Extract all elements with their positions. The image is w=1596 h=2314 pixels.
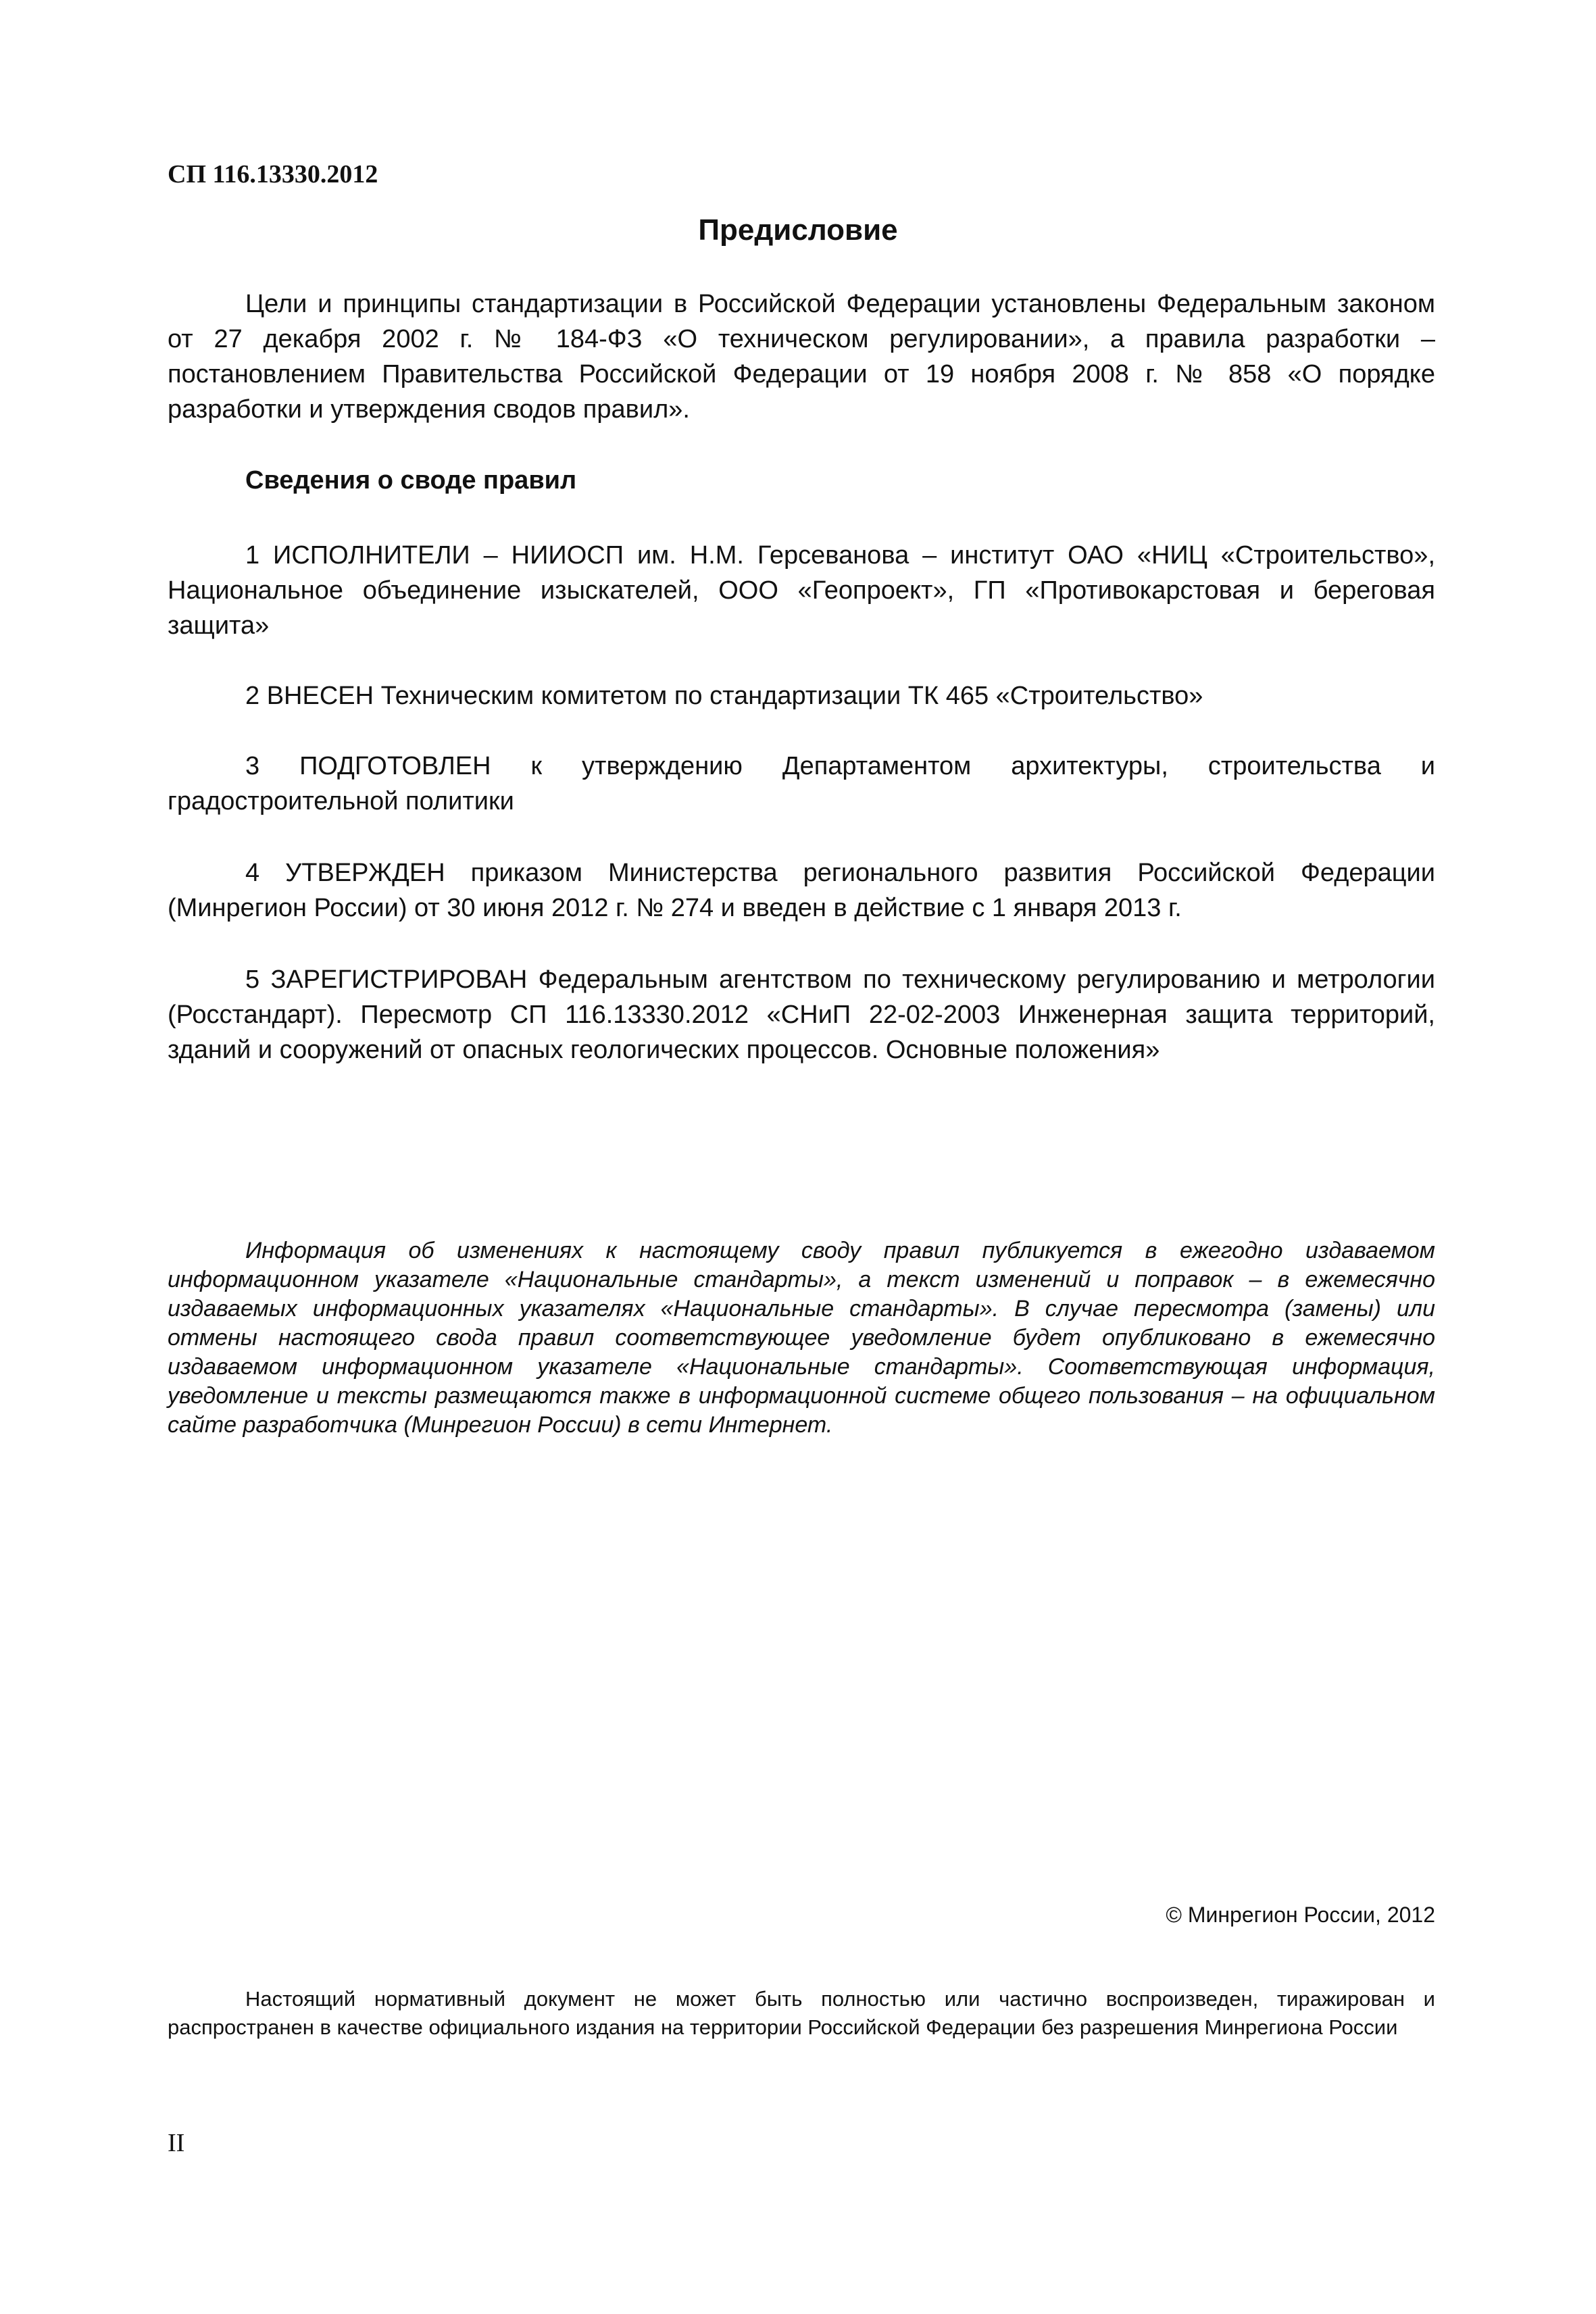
list-item-1: 1 ИСПОЛНИТЕЛИ – НИИОСП им. Н.М. Герсеванова – институт ОАО «НИЦ «Строительство», Национальное объединение изыскателей, ООО «Геопроект», ГП «Противокарстовая и береговая защита» — [168, 541, 1435, 640]
list-item-3: 3 ПОДГОТОВЛЕН к утверждению Департаментом архитектуры, строительства и градостроительной политики — [168, 752, 1435, 815]
page-title: Предисловие — [698, 213, 898, 247]
list-item-4: 4 УТВЕРЖДЕН приказом Министерства регионального развития Российской Федерации (Минрегион России) от 30 июня 2012 г. № 274 и введен в действие с 1 января 2013 г. — [168, 859, 1435, 922]
intro-paragraph: Цели и принципы стандартизации в Российской Федерации установлены Федеральным законом от 27 декабря 2002 г. № 184-ФЗ «О техническом регулировании», а правила разработки – постановлением Правительства Российской Федерации от 19 ноября 2008 г. № 858 «О порядке разработки и утверждения сводов правил». — [168, 290, 1435, 424]
page-number: II — [168, 2129, 185, 2157]
section-subheading: Сведения о своде правил — [245, 466, 577, 495]
list-item-2: 2 ВНЕСЕН Техническим комитетом по стандартизации ТК 465 «Строительство» — [245, 682, 1203, 710]
copyright-notice: © Минрегион России, 2012 — [1166, 1903, 1435, 1927]
document-code: СП 116.13330.2012 — [168, 160, 378, 188]
legal-disclaimer: Настоящий нормативный документ не может быть полностью или частично воспроизведен, тиражирован и распространен в качестве официального издания на территории Российской Федерации без разрешения Минрегиона России — [168, 1987, 1435, 2039]
list-item-5: 5 ЗАРЕГИСТРИРОВАН Федеральным агентством по техническому регулированию и метрологии (Росстандарт). Пересмотр СП 116.13330.2012 «СНиП 22-02-2003 Инженерная защита территорий, зданий и сооружений от опасных геологических процессов. Основные положения» — [168, 965, 1435, 1064]
info-note: Информация об изменениях к настоящему своду правил публикуется в ежегодно издаваемом информационном указателе «Национальные стандарты», а текст изменений и поправок – в ежемесячно издаваемых информационных указателях «Национальные стандарты». В случае пересмотра (замены) или отмены настоящего свода правил соответствующее уведомление будет опубликовано в ежемесячно издаваемом информационном указателе «Национальные стандарты». Соответствующая информация, уведомление и тексты размещаются также в информационной системе общего пользования – на официальном сайте разработчика (Минрегион России) в сети Интернет. — [168, 1238, 1435, 1438]
